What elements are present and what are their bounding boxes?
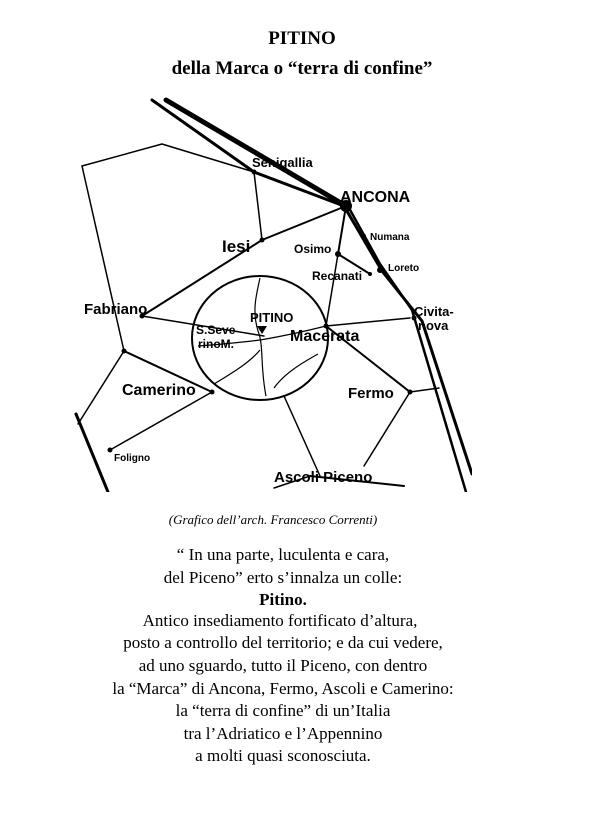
label-fermo: Fermo — [348, 385, 394, 402]
poem-line: la “terra di confine” di un’Italia — [175, 701, 391, 720]
poem-line: a molti quasi sconosciuta. — [195, 746, 371, 765]
label-osimo: Osimo — [294, 242, 332, 256]
road-west — [82, 144, 254, 172]
label-fabriano: Fabriano — [84, 301, 148, 318]
label-sseverino-2: rinoM. — [198, 337, 234, 351]
label-ancona: ANCONA — [340, 189, 411, 206]
label-senigallia: Senigallia — [252, 155, 313, 170]
road-foligno-west — [76, 414, 108, 492]
label-camerino: Camerino — [122, 382, 196, 399]
label-civitanova-1: Civita- — [414, 304, 454, 319]
poem-line: posto a controllo del territorio; e da cui vedere, — [123, 633, 443, 652]
label-ascoli-piceno: Ascoli Piceno — [274, 469, 373, 486]
road-macerata-civitanova — [326, 318, 410, 326]
highway-south — [349, 208, 466, 492]
poem-line: “ In una parte, luculenta e cara, — [176, 545, 390, 564]
road-west-diag — [82, 166, 124, 351]
road-senigallia-iesi — [254, 172, 262, 240]
road-camerino-foligno-2 — [110, 392, 212, 450]
poem-line: la “Marca” di Ancona, Fermo, Ascoli e Camerino: — [112, 679, 454, 698]
label-pitino: PITINO — [250, 310, 294, 325]
label-civitanova-2: nova — [418, 318, 449, 333]
label-macerata: Macerata — [290, 328, 360, 345]
road-osimo-macerata — [326, 254, 338, 326]
poem-line: ad uno sguardo, tutto il Piceno, con dentro — [138, 656, 428, 675]
poem-line: tra l’Adriatico e l’Appennino — [183, 724, 383, 743]
map-caption: (Grafico dell’arch. Francesco Correnti) — [168, 512, 378, 527]
poem-line: del Piceno” erto s’innalza un colle: — [163, 568, 403, 587]
label-foligno: Foligno — [114, 453, 151, 464]
road-fermo-ascoli — [364, 392, 410, 466]
label-recanati: Recanati — [312, 269, 363, 283]
label-iesi: Iesi — [222, 237, 251, 256]
map-graphic — [74, 96, 472, 492]
page-title: PITINO — [268, 28, 336, 49]
poem-line: Antico insediamento fortificato d’altura, — [142, 611, 418, 630]
label-loreto: Loreto — [388, 263, 420, 274]
label-numana: Numana — [370, 232, 410, 243]
label-sseverino-1: S.Seve — [196, 323, 236, 337]
page-subtitle: della Marca o “terra di confine” — [171, 58, 433, 79]
road-ancona-iesi — [262, 206, 346, 240]
road-camerino-foligno — [78, 351, 124, 424]
poem-line: Pitino. — [259, 590, 307, 609]
road-pitino-ascoli — [284, 396, 320, 476]
